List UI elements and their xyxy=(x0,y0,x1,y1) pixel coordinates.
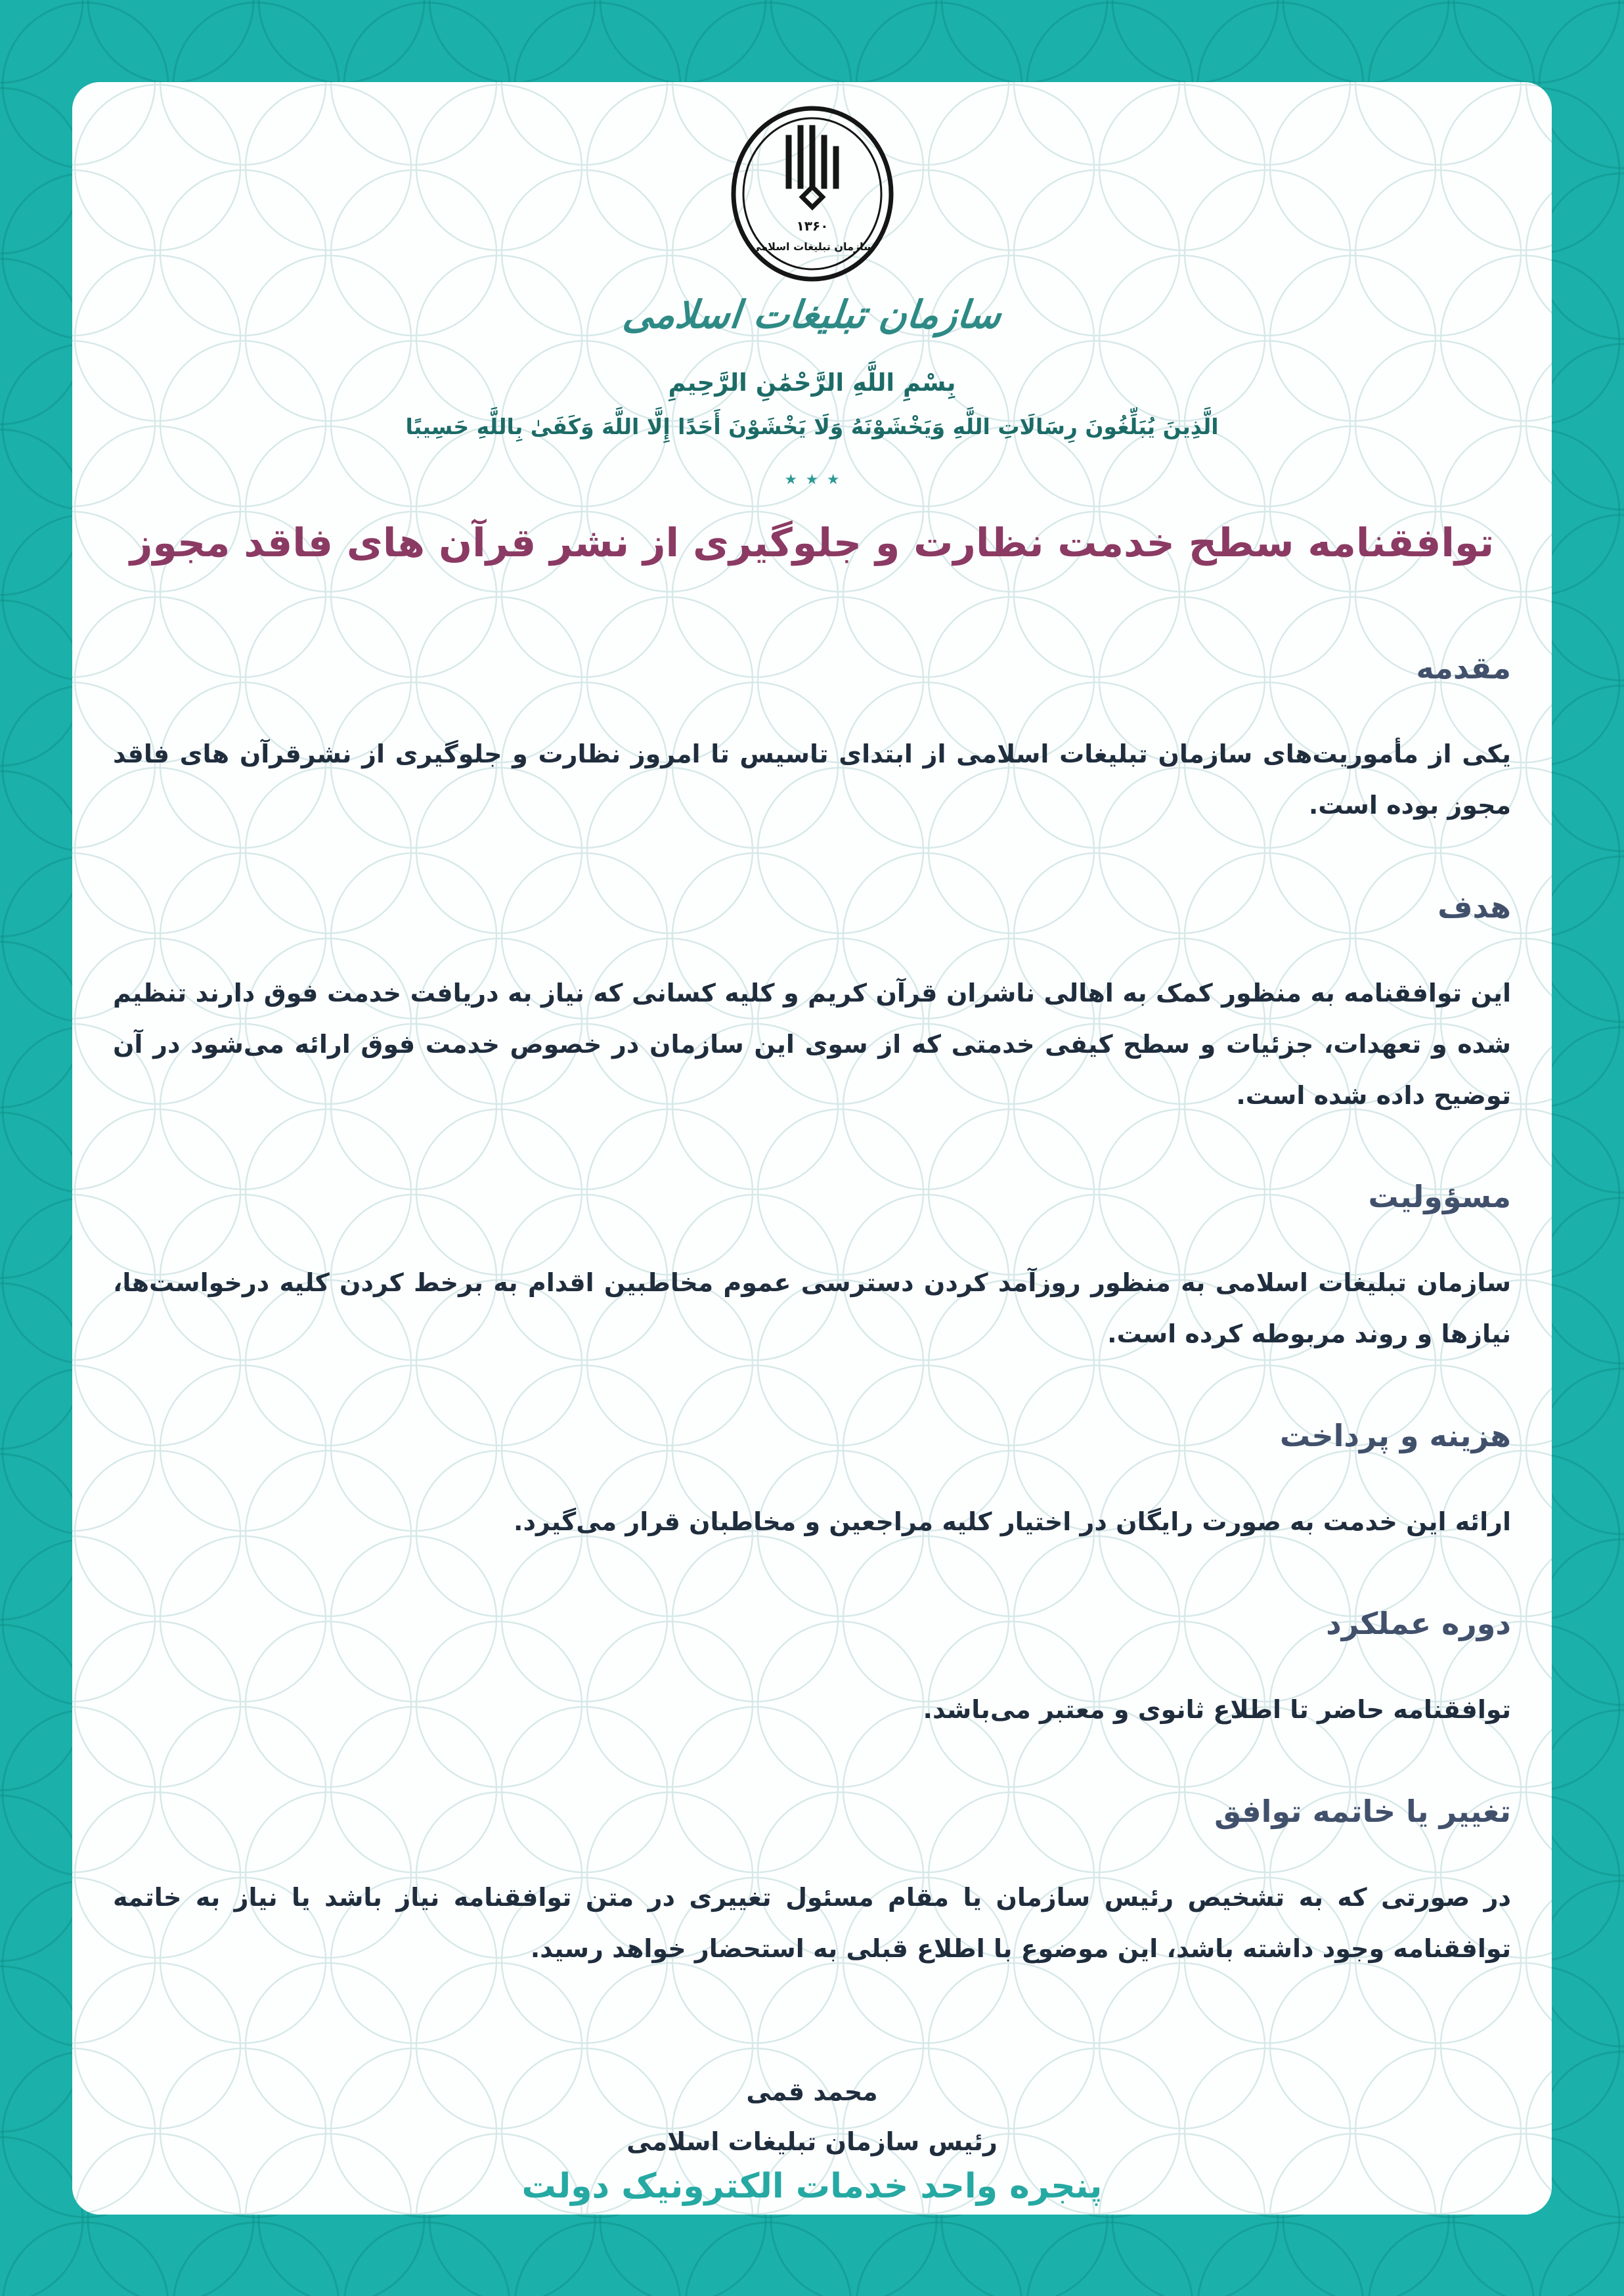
quran-verse-line: الَّذِينَ يُبَلِّغُونَ رِسَالَاتِ اللَّهِ وَيَخْشَوْنَهُ وَلَا يَخْشَوْنَ أَحَدًا إِلَّا اللَّهَ وَكَفَىٰ بِاللَّهِ حَسِيبًا xyxy=(405,414,1219,439)
emblem-org-name: سازمان تبلیغات اسلامی xyxy=(750,240,874,253)
signature-title: رئیس سازمان تبلیغات اسلامی xyxy=(626,2127,998,2156)
section-heading: هزینه و پرداخت xyxy=(1279,1418,1511,1454)
section-heading: مسؤولیت xyxy=(1368,1179,1511,1215)
section-body: یکی از مأموریت‌های سازمان تبلیغات اسلامی از ابتدای تاسیس تا امروز نظارت و جلوگیری از نشرقرآن های فاقد مجوز بوده است. xyxy=(113,740,1511,820)
section-heading: مقدمه xyxy=(1416,650,1511,686)
agreement-sections xyxy=(72,592,1552,1975)
document-content xyxy=(72,82,1552,2215)
document-header xyxy=(72,82,1552,566)
organization-emblem-icon xyxy=(727,102,898,286)
section-responsibility xyxy=(113,1179,1511,1360)
section-goal xyxy=(113,889,1511,1122)
section-performance-period xyxy=(113,1606,1511,1736)
section-heading: دوره عملکرد xyxy=(1326,1606,1511,1642)
section-change-termination xyxy=(113,1794,1511,1975)
signature-block xyxy=(72,2067,1552,2167)
page-title: توافقنامه سطح خدمت نظارت و جلوگیری از نشر قرآن های فاقد مجوز xyxy=(129,520,1495,566)
section-introduction xyxy=(113,650,1511,831)
organization-logo xyxy=(72,102,1552,288)
star-ornament: ٭ ٭ ٭ xyxy=(784,466,840,493)
org-calligraphy-signature: سازمان تبلیغات اسلامی xyxy=(621,292,1003,337)
section-body: سازمان تبلیغات اسلامی به منظور روزآمد کردن دسترسی عموم مخاطبین اقدام به برخط کردن کلیه درخواست‌ها، نیازها و روند مربوطه کرده است. xyxy=(113,1268,1511,1349)
bismillah-line: بِسْمِ اللَّهِ الرَّحْمَٰنِ الرَّحِيمِ xyxy=(668,368,956,397)
section-heading: هدف xyxy=(1437,889,1511,925)
section-heading: تغییر یا خاتمه توافق xyxy=(1214,1794,1511,1830)
document-card xyxy=(72,82,1552,2215)
section-body: توافقنامه حاضر تا اطلاع ثانوی و معتبر می‌باشد. xyxy=(923,1695,1511,1725)
section-body: این توافقنامه به منظور کمک به اهالی ناشران قرآن کریم و کلیه کسانی که نیاز به دریافت خدمت فوق دارند تنظیم شده و تعهدات، جزئیات و سطح کیفی خدمتی که از سوی این سازمان در خصوص خدمت فوق ارائه می‌شود در آن توضیح داده شده است. xyxy=(113,978,1511,1110)
signature-name: محمد قمی xyxy=(746,2077,878,2106)
section-body: ارائه این خدمت به صورت رایگان در اختیار کلیه مراجعین و مخاطبان قرار می‌گیرد. xyxy=(514,1507,1511,1537)
section-cost-payment xyxy=(113,1418,1511,1548)
footer-service-window: پنجره واحد خدمات الکترونیک دولت xyxy=(521,2166,1103,2206)
emblem-year: ۱۳۶۰ xyxy=(796,218,828,234)
section-body: در صورتی که به تشخیص رئیس سازمان یا مقام مسئول تغییری در متن توافقنامه نیاز باشد یا نیاز به خاتمه توافقنامه وجود داشته باشد، این موضوع با اطلاع قبلی به استحضار خواهد رسید. xyxy=(113,1883,1511,1963)
